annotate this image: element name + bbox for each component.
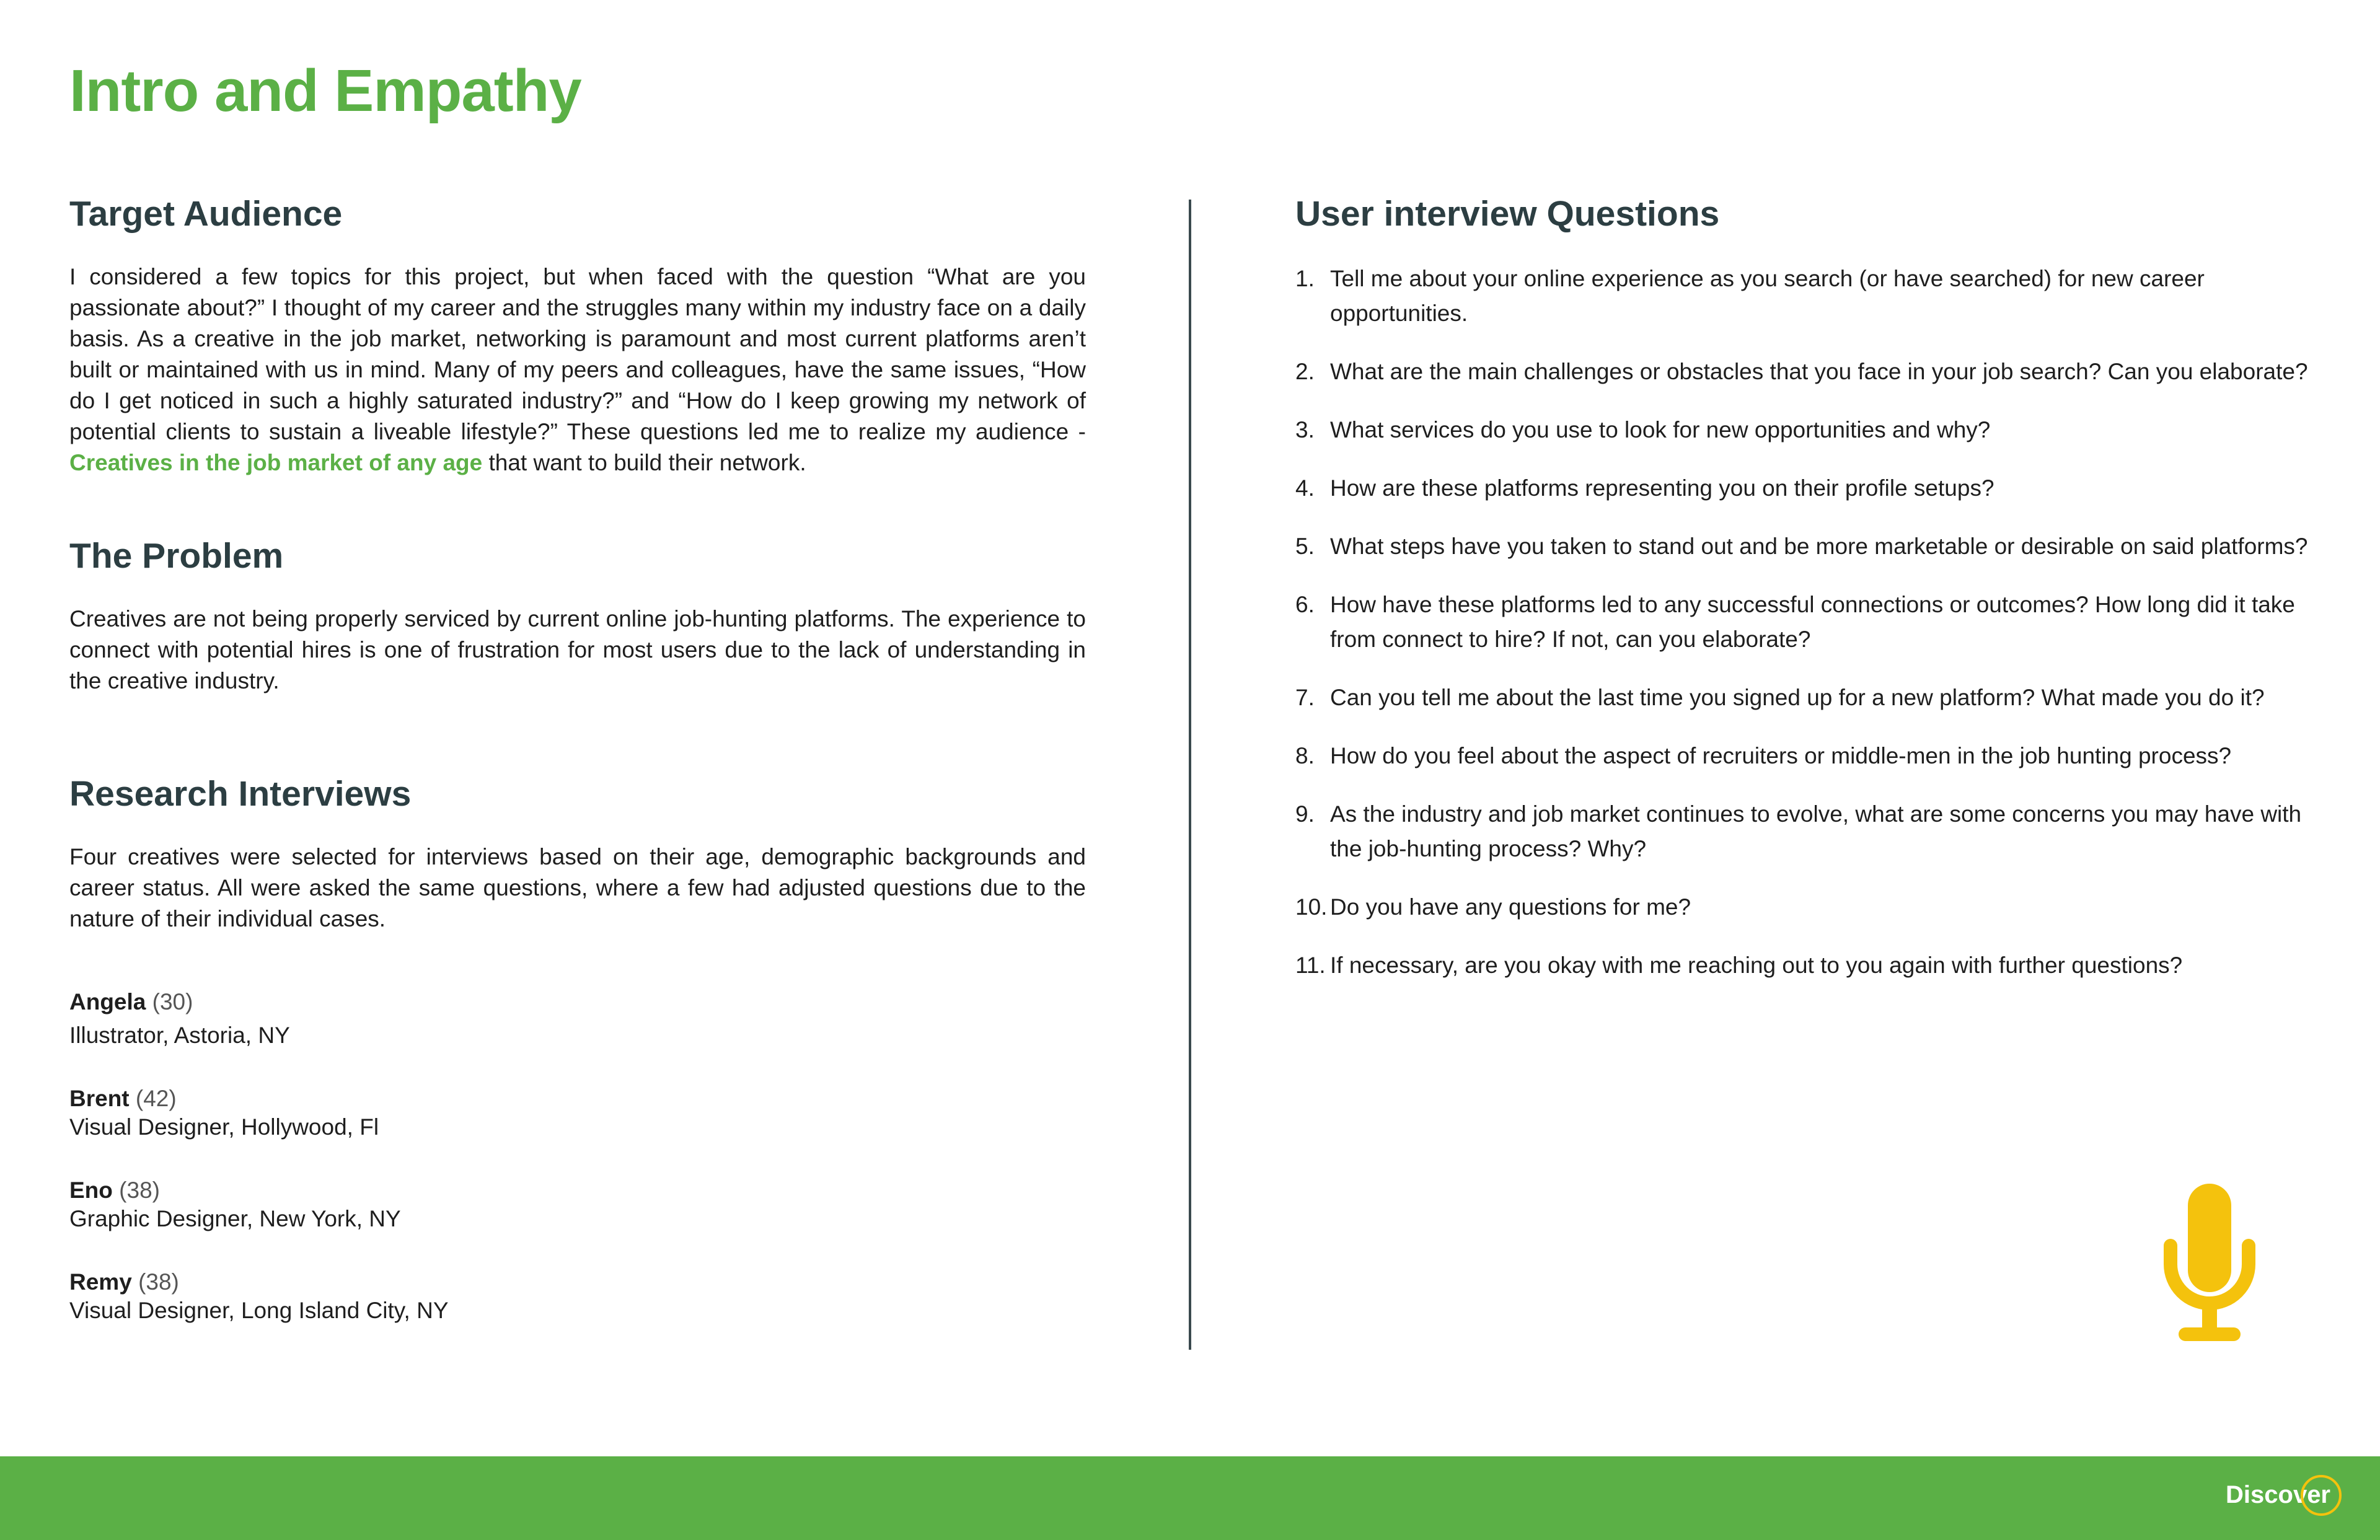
discover-circle-icon bbox=[2301, 1475, 2342, 1516]
question-number: 1. bbox=[1295, 266, 1315, 291]
question-number: 8. bbox=[1295, 743, 1315, 768]
column-divider bbox=[1189, 200, 1191, 1350]
question-text: As the industry and job market continues to evolve, what are some concerns you may have with the job-hunting process? Why? bbox=[1330, 801, 2302, 861]
persona-age: (30) bbox=[152, 989, 193, 1014]
research-body: Four creatives were selected for interviews based on their age, demographic backgrounds and career status. All were asked the same questions, where a few had adjusted questions due to the nature of their individual cases. bbox=[69, 844, 1086, 931]
question-item bbox=[1295, 529, 2324, 564]
question-text: Do you have any questions for me? bbox=[1330, 894, 1691, 920]
question-number: 9. bbox=[1295, 801, 1315, 827]
question-item bbox=[1295, 739, 2324, 773]
persona-list bbox=[69, 988, 1086, 1325]
question-number: 5. bbox=[1295, 534, 1315, 559]
microphone-icon bbox=[2163, 1184, 2256, 1345]
page-title: Intro and Empathy bbox=[69, 58, 581, 124]
persona-eno bbox=[69, 1176, 1086, 1233]
persona-name: Remy bbox=[69, 1269, 132, 1295]
question-text: What steps have you taken to stand out and be more marketable or desirable on said platforms? bbox=[1330, 534, 2308, 559]
question-number: 10. bbox=[1295, 894, 1328, 920]
question-number: 3. bbox=[1295, 417, 1315, 442]
question-number: 6. bbox=[1295, 592, 1315, 617]
question-number: 4. bbox=[1295, 475, 1315, 501]
persona-brent bbox=[69, 1085, 1086, 1142]
question-text: Tell me about your online experience as you search (or have searched) for new career opportunities. bbox=[1330, 266, 2205, 326]
question-text: What services do you use to look for new opportunities and why? bbox=[1330, 417, 1991, 442]
target-audience-section bbox=[69, 192, 1086, 478]
question-text: How do you feel about the aspect of recruiters or middle-men in the job hunting process? bbox=[1330, 743, 2232, 768]
target-audience-body bbox=[69, 262, 1086, 478]
persona-role: Visual Designer, Hollywood, Fl bbox=[69, 1114, 379, 1140]
question-item bbox=[1295, 948, 2324, 983]
question-number: 7. bbox=[1295, 685, 1315, 710]
persona-name: Angela bbox=[69, 989, 146, 1014]
question-number: 11. bbox=[1295, 953, 1326, 978]
question-item bbox=[1295, 797, 2324, 866]
persona-role: Graphic Designer, New York, NY bbox=[69, 1206, 401, 1231]
question-text: If necessary, are you okay with me reaching out to you again with further questions? bbox=[1330, 953, 2183, 978]
target-audience-text: I considered a few topics for this project, but when faced with the question “What are you passionate about?” I thought of my career and the struggles many within my industry face on a daily basis. As a creative in the job market, networking is paramount and most current platforms aren’t built or maintained with us in mind. Many of my peers and colleagues, have the same issues, “How do I get noticed in such a highly saturated industry?” and “How do I keep growing my network of potential clients to sustain a liveable lifestyle?” These questions led me to realize my audience - bbox=[69, 264, 1086, 444]
target-audience-heading: Target Audience bbox=[69, 194, 343, 234]
discover-label: Discover bbox=[2226, 1481, 2330, 1508]
problem-heading: The Problem bbox=[69, 536, 284, 576]
question-item bbox=[1295, 890, 2324, 925]
question-item bbox=[1295, 587, 2324, 657]
question-text: How are these platforms representing you on their profile setups? bbox=[1330, 475, 1994, 501]
persona-remy bbox=[69, 1268, 1086, 1325]
question-item bbox=[1295, 354, 2324, 389]
question-text: Can you tell me about the last time you signed up for a new platform? What made you do it? bbox=[1330, 685, 2265, 710]
right-column bbox=[1295, 192, 2324, 1006]
persona-name: Eno bbox=[69, 1177, 113, 1203]
persona-role: Visual Designer, Long Island City, NY bbox=[69, 1298, 449, 1323]
audience-highlight: Creatives in the job market of any age bbox=[69, 450, 483, 475]
left-column bbox=[69, 192, 1086, 1325]
target-audience-text-end: that want to build their network. bbox=[482, 450, 806, 475]
question-text: What are the main challenges or obstacles that you face in your job search? Can you elaborate? bbox=[1330, 359, 2308, 384]
questions-heading: User interview Questions bbox=[1295, 194, 1720, 234]
research-heading: Research Interviews bbox=[69, 774, 412, 814]
question-item bbox=[1295, 262, 2324, 331]
question-number: 2. bbox=[1295, 359, 1315, 384]
question-item bbox=[1295, 471, 2324, 506]
persona-age: (38) bbox=[138, 1269, 179, 1295]
question-item bbox=[1295, 680, 2324, 715]
question-item bbox=[1295, 413, 2324, 447]
persona-age: (42) bbox=[135, 1086, 177, 1111]
question-text: How have these platforms led to any successful connections or outcomes? How long did it take from connect to hire? If not, can you elaborate? bbox=[1330, 592, 2295, 652]
persona-angela bbox=[69, 988, 1086, 1050]
persona-role: Illustrator, Astoria, NY bbox=[69, 1023, 290, 1048]
research-section bbox=[69, 772, 1086, 1325]
problem-body: Creatives are not being properly serviced by current online job-hunting platforms. The experience to connect with potential hires is one of frustration for most users due to the lack of understanding in the creative industry. bbox=[69, 606, 1086, 693]
questions-list bbox=[1295, 262, 2324, 983]
footer-bar bbox=[0, 1456, 2380, 1540]
persona-age: (38) bbox=[119, 1177, 160, 1203]
persona-name: Brent bbox=[69, 1086, 130, 1111]
problem-section bbox=[69, 534, 1086, 697]
